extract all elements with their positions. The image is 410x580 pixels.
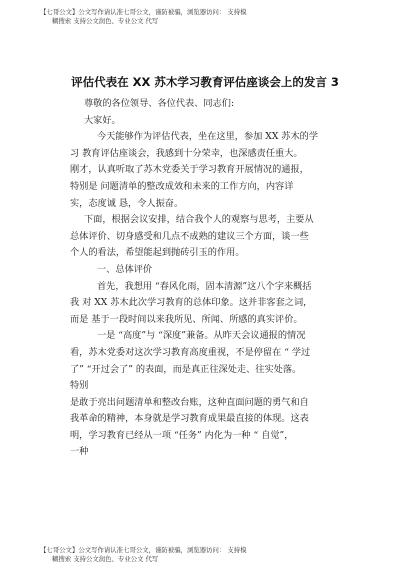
body-line: 我 对 XX 苏木此次学习教育的总体印象。这并非客套之词，: [70, 297, 313, 309]
body-line: 我革命的精神，本身就是学习教育成果最直接的体现。这表: [70, 413, 309, 425]
body-line: 特别: [70, 380, 89, 392]
body-line: 一种: [70, 446, 89, 458]
body-line: 了” “开过会了” 的表面，而是真正往深处走、往实处落。: [70, 363, 302, 375]
greeting: 大家好。: [84, 114, 121, 126]
section-heading: 一、总体评价: [97, 263, 153, 275]
body-line: 实，态度诚 恳，令人振奋。: [70, 197, 184, 209]
page-footer: [40, 546, 380, 564]
body-line: 个人的看法，希望能起到抛砖引玉的作用。: [70, 247, 245, 259]
body-line: 是敢于亮出问题清单和整改台账，这种直面问题的勇气和自: [70, 396, 309, 408]
footer-line-1: 【七哥公文】公文写作请认准七哥公文，谨防被骗，浏览器访问： 支持模: [40, 546, 247, 554]
header-line-2: 糊搜索 支持公文润色、专业公文 代写: [52, 17, 159, 25]
body-line: 特别是 问题清单的整改成效和未来的工作方向，内容详: [70, 180, 294, 192]
body-line: 而是 基于一段时间以来我所见、所闻、所感的真实评价。: [70, 313, 303, 325]
body-line: 总体评价、切身感受和几点不成熟的建议三个方面，谈一些: [70, 230, 309, 242]
body-line: 首先，我想用 “春风化雨，固本清源”这八个字来概括: [97, 280, 312, 292]
body-line: 刚才，认真听取了苏木党委关于学习教育开展情况的通报，: [70, 164, 309, 176]
body-line: 看，苏木党委对这次学习教育高度重视，不是停留在 “ 学过: [70, 346, 311, 358]
body-line: 下面，根据会议安排，结合我个人的观察与思考，主要从: [84, 214, 314, 226]
body-line: 习 教育评估座谈会，我感到十分荣幸，也深感责任重大。: [70, 147, 303, 159]
document-body: [70, 96, 358, 461]
footer-line-2: 糊搜索 支持公文润色、专业公文 代写: [52, 555, 159, 563]
header-line-1: 【七哥公文】公文写作请认准七哥公文，谨防被骗，浏览器访问： 支持模: [40, 8, 247, 16]
document-title: 评估代表在 XX 苏木学习教育评估座谈会上的发言 3: [71, 75, 339, 89]
body-line: 一是 “高度”与 “深度”兼备。从昨天会议通报的情况: [97, 330, 306, 342]
body-line: 今天能够作为评估代表，坐在这里，参加 XX 苏木的学: [97, 131, 319, 143]
salutation: 尊敬的各位领导、各位代表、同志们:: [84, 98, 235, 109]
page-header: [40, 8, 380, 26]
body-line: 明，学习教育已经从一项 “任务” 内化为一种 “ 自觉”，: [70, 429, 294, 441]
